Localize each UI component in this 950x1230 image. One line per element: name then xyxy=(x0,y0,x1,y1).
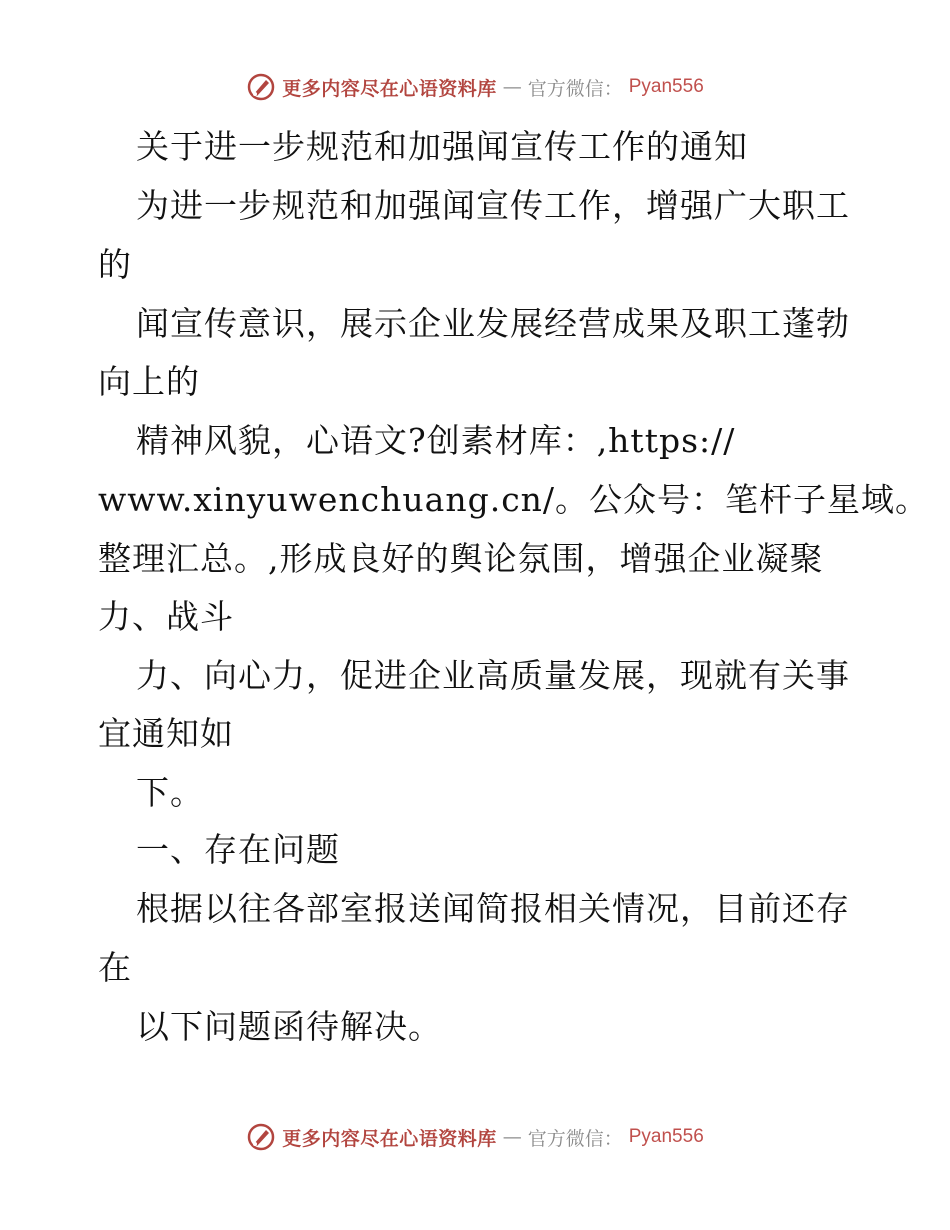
section-heading: 一、存在问题 xyxy=(136,830,340,869)
pen-logo-icon xyxy=(246,1122,276,1152)
watermark-wechat-label: 官方微信： xyxy=(527,77,623,100)
watermark-dash: — xyxy=(502,76,522,98)
watermark-wechat-label: 官方微信： xyxy=(527,1127,623,1150)
footer-watermark xyxy=(0,1122,950,1152)
paragraph-line: www.xinyuwenchuang.cn/。公众号：笔杆子星域。 xyxy=(98,480,930,519)
paragraph-line: 宜通知如 xyxy=(98,714,234,753)
paragraph-line: 整理汇总。,形成良好的舆论氛围，增强企业凝聚 xyxy=(98,539,824,578)
paragraph-line: 的 xyxy=(98,245,132,284)
paragraph-line: 力、向心力，促进企业高质量发展，现就有关事 xyxy=(136,656,850,695)
watermark-wechat-id: Pyan556 xyxy=(628,1126,704,1147)
paragraph-line: 根据以往各部室报送闻简报相关情况，目前还存 xyxy=(136,889,850,928)
watermark-wechat-id: Pyan556 xyxy=(628,76,704,97)
watermark-dash: — xyxy=(502,1126,522,1148)
paragraph-line: 在 xyxy=(98,948,132,987)
paragraph-line: 闻宣传意识，展示企业发展经营成果及职工蓬勃 xyxy=(136,304,850,343)
paragraph-line: 精神风貌，心语文?创素材库：,https:// xyxy=(136,421,736,460)
watermark-text: 更多内容尽在心语资料库 xyxy=(282,1127,497,1150)
paragraph-line: 向上的 xyxy=(98,362,200,401)
header-watermark xyxy=(0,72,950,102)
document-title: 关于进一步规范和加强闻宣传工作的通知 xyxy=(136,127,748,166)
pen-logo-icon xyxy=(246,72,276,102)
watermark-text: 更多内容尽在心语资料库 xyxy=(282,77,497,100)
paragraph-line: 为进一步规范和加强闻宣传工作，增强广大职工 xyxy=(136,186,850,225)
paragraph-line: 以下问题函待解决。 xyxy=(136,1007,442,1046)
paragraph-line: 力、战斗 xyxy=(98,597,234,636)
paragraph-line: 下。 xyxy=(136,773,204,812)
